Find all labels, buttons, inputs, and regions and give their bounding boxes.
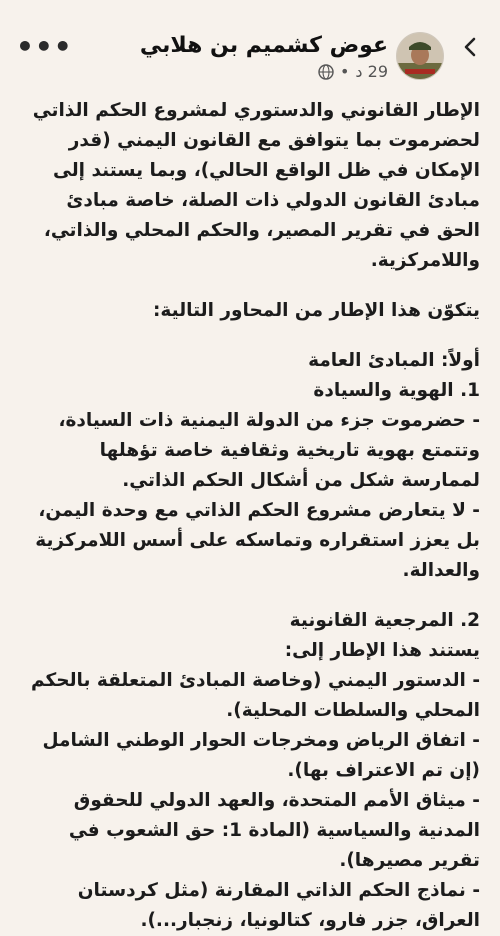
globe-icon xyxy=(318,64,334,80)
post-lead: يتكوّن هذا الإطار من المحاور التالية: xyxy=(153,300,480,321)
subsection-title-2: 2. المرجعية القانونية xyxy=(289,610,480,631)
post-meta xyxy=(318,62,388,81)
more-options-button[interactable] xyxy=(16,30,73,63)
bullet-text: - حضرموت جزء من الدولة اليمنية ذات السيادة، وتتمتع بهوية تاريخية وثقافية خاصة تؤهلها لممارسة شكل من أشكال الحكم الذاتي. xyxy=(58,410,480,491)
subsection-title-1: 1. الهوية والسيادة xyxy=(313,380,480,401)
bullet-text: - الدستور اليمني (وخاصة المبادئ المتعلقة بالحكم المحلي والسلطات المحلية). xyxy=(31,670,480,721)
meta-separator: • xyxy=(339,62,350,81)
bullet-text: - نماذج الحكم الذاتي المقارنة (مثل كردستان العراق، جزر فارو، كتالونيا، زنجبار...). xyxy=(77,880,480,931)
timestamp[interactable]: 29 د xyxy=(355,62,388,81)
bullet-text: - لا يتعارض مشروع الحكم الذاتي مع وحدة اليمن، بل يعزز استقراره وتماسكه على أسس اللامركزية والعدالة. xyxy=(35,500,480,581)
section-title-1: أولاً: المبادئ العامة xyxy=(308,350,480,371)
post-body xyxy=(20,96,480,936)
chevron-left-icon[interactable] xyxy=(460,36,482,58)
author-name[interactable]: عوض كشميم بن هلابي xyxy=(139,33,388,58)
bullet-text: - ميثاق الأمم المتحدة، والعهد الدولي للحقوق المدنية والسياسية (المادة 1: حق الشعوب في تقرير مصيرها). xyxy=(68,790,480,871)
subsection-intro: يستند هذا الإطار إلى: xyxy=(284,640,480,661)
bullet-text: - اتفاق الرياض ومخرجات الحوار الوطني الشامل (إن تم الاعتراف بها). xyxy=(42,730,480,781)
more-dots-icon: ••• xyxy=(16,30,73,63)
avatar-image xyxy=(397,33,443,79)
avatar[interactable] xyxy=(396,32,444,80)
post-header xyxy=(0,0,500,86)
post-intro: الإطار القانوني والدستوري لمشروع الحكم الذاتي لحضرموت بما يتوافق مع القانون اليمني (قدر الإمكان في ظل الواقع الحالي)، وبما يستند إلى مبادئ القانون الدولي ذات الصلة، خاصة مبادئ الحق في تقرير المصير، والحكم المحلي والذاتي، واللامركزية. xyxy=(32,100,480,271)
